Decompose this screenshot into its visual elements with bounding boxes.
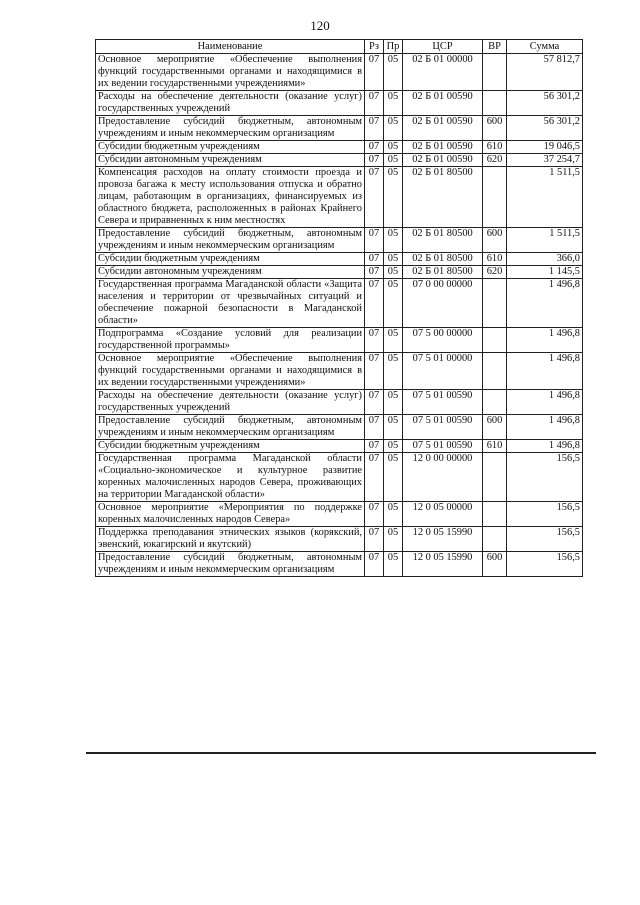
row-sum-cell: 1 496,8 — [507, 279, 583, 328]
row-rz-cell: 07 — [365, 328, 384, 353]
row-csr-cell: 02 Б 01 00590 — [403, 116, 483, 141]
table-row — [96, 453, 583, 502]
row-rz-cell: 07 — [365, 253, 384, 266]
row-name-cell: Основное мероприятие «Обеспечение выполнения функций государственными органами и находящимися в их ведении государственными учреждениями» — [96, 54, 365, 91]
table-row — [96, 502, 583, 527]
row-pr-cell: 05 — [384, 279, 403, 328]
row-name-cell: Государственная программа Магаданской области «Социально-экономическое и культурное развитие коренных малочисленных народов Севера, проживающих на территории Магаданской области» — [96, 453, 365, 502]
table-row — [96, 328, 583, 353]
row-pr-cell: 05 — [384, 253, 403, 266]
row-rz-cell: 07 — [365, 453, 384, 502]
row-name-cell: Субсидии бюджетным учреждениям — [96, 253, 365, 266]
row-name-cell: Расходы на обеспечение деятельности (оказание услуг) государственных учреждений — [96, 390, 365, 415]
row-sum-cell: 56 301,2 — [507, 116, 583, 141]
row-vr-cell: 600 — [483, 116, 507, 141]
row-name-cell: Предоставление субсидий бюджетным, автономным учреждениям и иным некоммерческим организациям — [96, 116, 365, 141]
row-rz-cell: 07 — [365, 552, 384, 577]
row-rz-cell: 07 — [365, 415, 384, 440]
row-sum-cell: 37 254,7 — [507, 154, 583, 167]
row-name-cell: Субсидии бюджетным учреждениям — [96, 141, 365, 154]
row-rz-cell: 07 — [365, 116, 384, 141]
row-csr-cell: 07 0 00 00000 — [403, 279, 483, 328]
row-vr-cell — [483, 54, 507, 91]
row-vr-cell — [483, 91, 507, 116]
row-name-cell: Государственная программа Магаданской области «Защита населения и территории от чрезвычайных ситуаций и обеспечение пожарной безопасности в Магаданской области» — [96, 279, 365, 328]
row-rz-cell: 07 — [365, 154, 384, 167]
table-row — [96, 353, 583, 390]
row-csr-cell: 12 0 05 15990 — [403, 552, 483, 577]
row-sum-cell: 57 812,7 — [507, 54, 583, 91]
row-name-cell: Подпрограмма «Создание условий для реализации государственной программы» — [96, 328, 365, 353]
table-row — [96, 116, 583, 141]
row-name-cell: Субсидии автономным учреждениям — [96, 266, 365, 279]
row-pr-cell: 05 — [384, 390, 403, 415]
table-row — [96, 154, 583, 167]
row-pr-cell: 05 — [384, 502, 403, 527]
page-number: 120 — [310, 18, 330, 33]
row-rz-cell: 07 — [365, 266, 384, 279]
row-csr-cell: 02 Б 01 80500 — [403, 228, 483, 253]
table-body — [96, 54, 583, 577]
row-sum-cell: 19 046,5 — [507, 141, 583, 154]
row-pr-cell: 05 — [384, 116, 403, 141]
row-csr-cell: 07 5 01 00590 — [403, 415, 483, 440]
row-sum-cell: 1 496,8 — [507, 390, 583, 415]
row-sum-cell: 366,0 — [507, 253, 583, 266]
row-pr-cell: 05 — [384, 527, 403, 552]
table-row — [96, 440, 583, 453]
row-csr-cell: 07 5 01 00590 — [403, 440, 483, 453]
row-csr-cell: 02 Б 01 80500 — [403, 253, 483, 266]
row-vr-cell: 620 — [483, 154, 507, 167]
row-pr-cell: 05 — [384, 415, 403, 440]
row-csr-cell: 02 Б 01 00590 — [403, 141, 483, 154]
row-sum-cell: 1 496,8 — [507, 353, 583, 390]
row-name-cell: Основное мероприятие «Обеспечение выполнения функций государственными органами и находящимися в их ведении государственными учреждениями» — [96, 353, 365, 390]
row-name-cell: Расходы на обеспечение деятельности (оказание услуг) государственных учреждений — [96, 91, 365, 116]
table-row — [96, 167, 583, 228]
table-row — [96, 91, 583, 116]
row-sum-cell: 1 145,5 — [507, 266, 583, 279]
row-rz-cell: 07 — [365, 390, 384, 415]
row-name-cell: Основное мероприятие «Мероприятия по поддержке коренных малочисленных народов Севера» — [96, 502, 365, 527]
row-rz-cell: 07 — [365, 91, 384, 116]
row-vr-cell: 610 — [483, 141, 507, 154]
table-row — [96, 141, 583, 154]
row-pr-cell: 05 — [384, 552, 403, 577]
row-sum-cell: 156,5 — [507, 527, 583, 552]
row-sum-cell: 1 511,5 — [507, 167, 583, 228]
row-rz-cell: 07 — [365, 167, 384, 228]
column-header-rz: Рз — [365, 40, 384, 54]
row-name-cell: Предоставление субсидий бюджетным, автономным учреждениям и иным некоммерческим организациям — [96, 228, 365, 253]
row-rz-cell: 07 — [365, 440, 384, 453]
row-vr-cell — [483, 279, 507, 328]
footer-divider — [86, 752, 596, 754]
row-csr-cell: 07 5 01 00590 — [403, 390, 483, 415]
row-name-cell: Субсидии автономным учреждениям — [96, 154, 365, 167]
table-row — [96, 415, 583, 440]
row-sum-cell: 156,5 — [507, 552, 583, 577]
row-pr-cell: 05 — [384, 91, 403, 116]
row-sum-cell: 1 496,8 — [507, 440, 583, 453]
row-pr-cell: 05 — [384, 440, 403, 453]
row-vr-cell: 610 — [483, 440, 507, 453]
row-vr-cell — [483, 527, 507, 552]
row-pr-cell: 05 — [384, 167, 403, 228]
row-vr-cell: 600 — [483, 552, 507, 577]
row-name-cell: Компенсация расходов на оплату стоимости проезда и провоза багажа к месту использования отпуска и обратно лицам, работающим в организациях, финансируемых из областного бюджета, расположенных в районах Крайнего Севера и приравненных к ним местностях — [96, 167, 365, 228]
row-csr-cell: 07 5 00 00000 — [403, 328, 483, 353]
row-csr-cell: 12 0 00 00000 — [403, 453, 483, 502]
row-csr-cell: 07 5 01 00000 — [403, 353, 483, 390]
row-csr-cell: 02 Б 01 00000 — [403, 54, 483, 91]
row-vr-cell — [483, 353, 507, 390]
row-vr-cell — [483, 167, 507, 228]
row-vr-cell — [483, 390, 507, 415]
table-row — [96, 266, 583, 279]
budget-table — [95, 39, 583, 577]
row-sum-cell: 1 496,8 — [507, 328, 583, 353]
row-rz-cell: 07 — [365, 353, 384, 390]
row-name-cell: Субсидии бюджетным учреждениям — [96, 440, 365, 453]
row-vr-cell: 600 — [483, 228, 507, 253]
row-sum-cell: 56 301,2 — [507, 91, 583, 116]
table-row — [96, 228, 583, 253]
row-vr-cell — [483, 328, 507, 353]
row-vr-cell: 620 — [483, 266, 507, 279]
row-sum-cell: 1 511,5 — [507, 228, 583, 253]
table-row — [96, 253, 583, 266]
row-pr-cell: 05 — [384, 266, 403, 279]
row-name-cell: Предоставление субсидий бюджетным, автономным учреждениям и иным некоммерческим организациям — [96, 552, 365, 577]
row-csr-cell: 02 Б 01 00590 — [403, 154, 483, 167]
row-pr-cell: 05 — [384, 54, 403, 91]
row-csr-cell: 02 Б 01 80500 — [403, 266, 483, 279]
row-pr-cell: 05 — [384, 453, 403, 502]
row-pr-cell: 05 — [384, 228, 403, 253]
row-rz-cell: 07 — [365, 54, 384, 91]
column-header-sum: Сумма — [507, 40, 583, 54]
row-name-cell: Предоставление субсидий бюджетным, автономным учреждениям и иным некоммерческим организациям — [96, 415, 365, 440]
table-row — [96, 54, 583, 91]
row-name-cell: Поддержка преподавания этнических языков (корякский, эвенский, юкагирский и якутский) — [96, 527, 365, 552]
row-csr-cell: 02 Б 01 00590 — [403, 91, 483, 116]
row-pr-cell: 05 — [384, 141, 403, 154]
table-row — [96, 527, 583, 552]
row-sum-cell: 156,5 — [507, 453, 583, 502]
row-vr-cell: 610 — [483, 253, 507, 266]
column-header-csr: ЦСР — [403, 40, 483, 54]
row-csr-cell: 12 0 05 00000 — [403, 502, 483, 527]
table-row — [96, 552, 583, 577]
row-rz-cell: 07 — [365, 228, 384, 253]
row-vr-cell — [483, 453, 507, 502]
row-pr-cell: 05 — [384, 328, 403, 353]
row-csr-cell: 02 Б 01 80500 — [403, 167, 483, 228]
table-row — [96, 279, 583, 328]
row-pr-cell: 05 — [384, 154, 403, 167]
column-header-pr: Пр — [384, 40, 403, 54]
column-header-name: Наименование — [96, 40, 365, 54]
table-row — [96, 390, 583, 415]
row-vr-cell: 600 — [483, 415, 507, 440]
row-pr-cell: 05 — [384, 353, 403, 390]
row-rz-cell: 07 — [365, 279, 384, 328]
row-rz-cell: 07 — [365, 502, 384, 527]
row-rz-cell: 07 — [365, 141, 384, 154]
row-sum-cell: 156,5 — [507, 502, 583, 527]
row-sum-cell: 1 496,8 — [507, 415, 583, 440]
row-rz-cell: 07 — [365, 527, 384, 552]
row-csr-cell: 12 0 05 15990 — [403, 527, 483, 552]
row-vr-cell — [483, 502, 507, 527]
column-header-vr: ВР — [483, 40, 507, 54]
table-header-row — [96, 40, 583, 54]
